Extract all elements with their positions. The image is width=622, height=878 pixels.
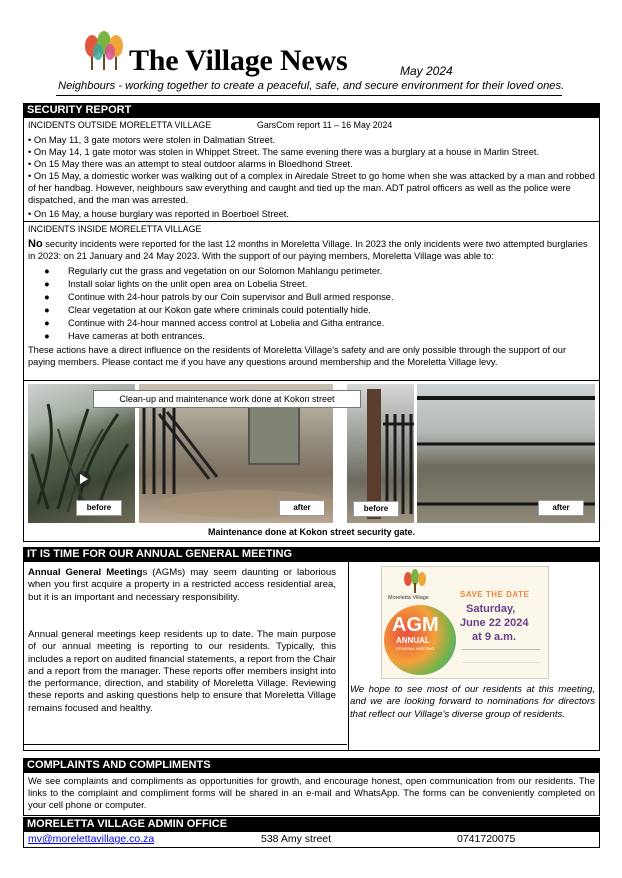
outside-incident: • On 15 May there was an attempt to steal outdoor alarms in Bloedhond Street. xyxy=(28,159,353,169)
photo-label: before xyxy=(76,500,122,516)
logo xyxy=(78,30,130,72)
agm-invitation: We hope to see most of our residents at this meeting, and we are looking forward to nominations for directors that reflect our Village's diverse group of residents. xyxy=(350,684,595,720)
admin-email-link[interactable]: mv@morelettavillage.co.za xyxy=(28,833,155,845)
photo-label: before xyxy=(353,501,399,517)
action-item: Regularly cut the grass and vegetation on our Solomon Mahlangu perimeter. xyxy=(68,266,383,276)
complaints-section xyxy=(23,772,600,816)
inside-text: security incidents were reported for the last 12 months in Moreletta Village. In 2023 the only incidents were two attempted burglaries in 2023: on 21 January and 24 May 2023. With the support of our paying members, Moreletta Village was able to: xyxy=(28,239,588,262)
agm-heading: IT IS TIME FOR OUR ANNUAL GENERAL MEETING xyxy=(23,547,600,562)
agm-column-divider xyxy=(348,562,349,751)
flyer-save-date: SAVE THE DATE xyxy=(460,590,530,599)
photo-section xyxy=(23,380,600,542)
agm-intro-text: s (AGMs) may seem daunting or laborious when you first acquire a property in a restricted access residential area, but it is an important and necessary responsibility. xyxy=(28,567,336,603)
issue-date: May 2024 xyxy=(400,64,453,78)
inside-title: INCIDENTS INSIDE MORELETTA VILLAGE xyxy=(28,224,202,234)
flyer-brand: Moreletta Village xyxy=(388,595,429,601)
outside-incident: • On May 14, 1 gate motor was stolen in Whippet Street. The same evening there was a burglary at a house in Marlin Street. xyxy=(28,147,540,157)
header-divider xyxy=(56,95,562,96)
bullet-icon: ● xyxy=(44,279,50,289)
agm-intro xyxy=(28,567,336,604)
tagline: Neighbours - working together to create a peaceful, safe, and secure environment for their loved ones. xyxy=(58,80,565,92)
bullet-icon: ● xyxy=(44,305,50,315)
complaints-heading: COMPLAINTS AND COMPLIMENTS xyxy=(23,758,600,773)
flyer-date: June 22 2024 xyxy=(460,617,529,629)
newsletter-title: The Village News xyxy=(129,44,348,77)
agm-section xyxy=(23,561,600,751)
bullet-icon: ● xyxy=(44,318,50,328)
bullet-icon: ● xyxy=(44,331,50,341)
admin-heading: MORELETTA VILLAGE ADMIN OFFICE xyxy=(23,817,600,832)
action-item: Continue with 24-hour patrols by our Coin supervisor and Bull armed response. xyxy=(68,292,394,302)
outside-incident: • On 16 May, a house burglary was reported in Boerboel Street. xyxy=(28,209,289,219)
photo-label: after xyxy=(279,500,325,516)
flyer-logo-icon xyxy=(400,569,430,595)
flyer-day: Saturday, xyxy=(466,603,516,615)
report-reference: GarsCom report 11 – 16 May 2024 xyxy=(257,120,393,130)
flyer-time: at 9 a.m. xyxy=(472,631,517,643)
agm-divider xyxy=(24,744,347,745)
flyer-agm: AGM xyxy=(392,614,439,636)
flyer-general: GENERAL MEETING xyxy=(396,646,435,651)
action-item: Install solar lights on the unlit open area on Lobelia Street. xyxy=(68,279,308,289)
security-section xyxy=(23,117,600,381)
inside-paragraph xyxy=(28,238,595,262)
flyer-fine-print xyxy=(462,649,540,663)
bullet-icon: ● xyxy=(44,266,50,276)
flyer-annual: ANNUAL xyxy=(396,636,430,645)
agm-body: Annual general meetings keep residents up to date. The main purpose of our annual meeting is reporting to our residents. Typically, this includes a report on audited financial statements, a report from the Chair and a report from the manager. These reports offer members insight into the performance, direction, and stability of Moreletta Village. Reviewing these reports and asking questions help to ensure that Moreletta Village remains focused and healthy. xyxy=(28,629,336,714)
agm-flyer xyxy=(381,566,549,679)
action-item: Have cameras at both entrances. xyxy=(68,331,205,341)
security-heading: SECURITY REPORT xyxy=(23,103,600,118)
photo-caption-top: Clean-up and maintenance work done at Kokon street xyxy=(93,390,361,408)
action-item: Continue with 24-hour manned access control at Lobelia and Githa entrance. xyxy=(68,318,385,328)
admin-section xyxy=(23,831,600,848)
outside-incident: • On 15 May, a domestic worker was walking out of a complex in Airedale Street to go home when she was attacked by a man and robbed of her handbag. However, neighbours saw everything and caught and tied up the man. ADT patrol officers as well as the police were dispatched, and the man was arrested. xyxy=(28,171,595,206)
admin-phone: 0741720075 xyxy=(457,833,516,845)
outside-incident: • On May 11, 3 gate motors were stolen in Dalmatian Street. xyxy=(28,135,275,145)
section-divider xyxy=(24,221,599,222)
photo-label: after xyxy=(538,500,584,516)
agm-lead: Annual General Meeting xyxy=(28,567,143,578)
security-closing: These actions have a direct influence on the residents of Moreletta Village's safety and are only possible through the support of our paying members. Please contact me if you have any questions around membership and the Moreletta Village levy. xyxy=(28,345,567,368)
bullet-icon: ● xyxy=(44,292,50,302)
outside-title: INCIDENTS OUTSIDE MORELETTA VILLAGE xyxy=(28,120,212,130)
photo-caption-bottom: Maintenance done at Kokon street security gate. xyxy=(207,527,416,537)
action-item: Clear vegetation at our Kokon gate where criminals could potentially hide. xyxy=(68,305,371,315)
inside-lead: No xyxy=(28,238,43,250)
complaints-text: We see complaints and compliments as opportunities for growth, and encourage honest, open communication from our residents. The links to the complaint and compliment forms will be shared in an e-mail and WhatsApp. The forms can be conveniently completed on your cell phone or computer. xyxy=(28,775,595,811)
admin-address: 538 Amy street xyxy=(261,833,332,845)
